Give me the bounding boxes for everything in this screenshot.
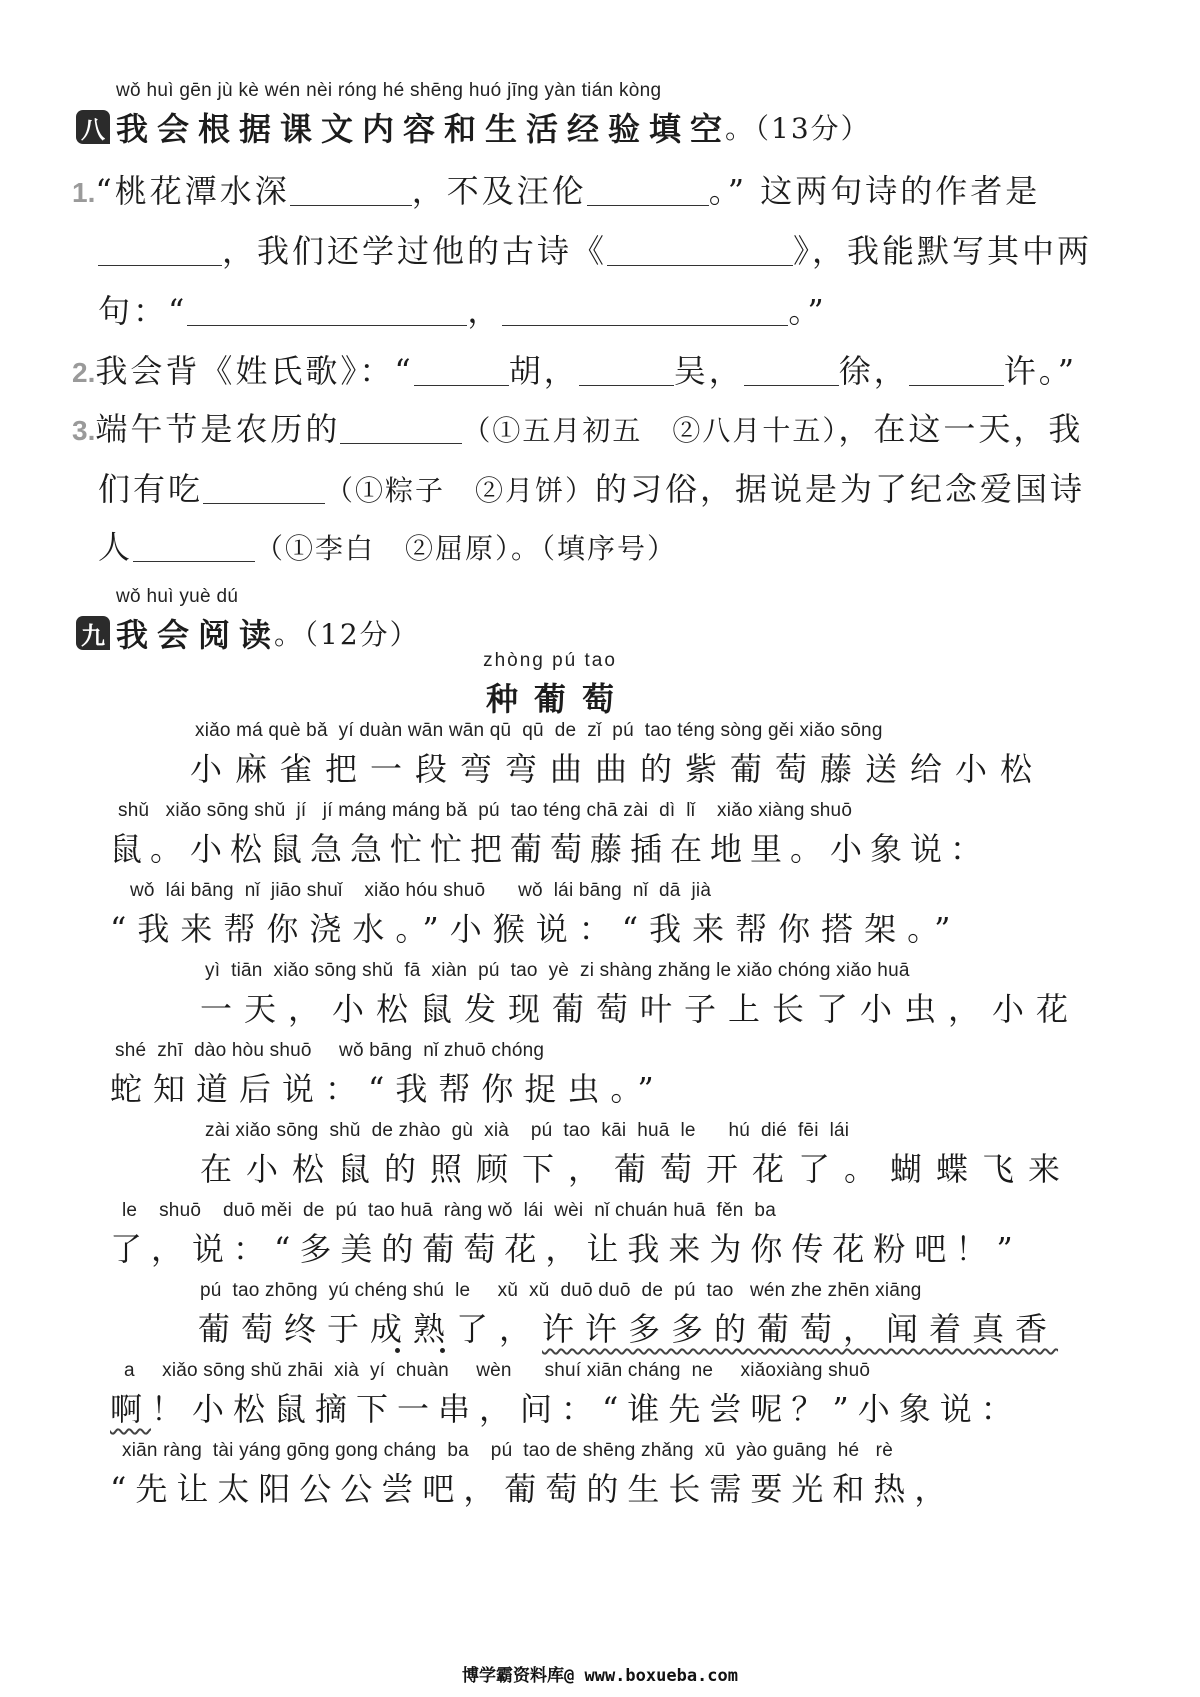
story-line-3-text: “我来帮你浇水。”小猴说：“我来帮你搭架。” bbox=[110, 910, 962, 948]
section-8-title: 我会根据课文内容和生活经验填空 bbox=[116, 110, 732, 148]
q1-line-2 bbox=[98, 226, 1092, 272]
section-9-number: 九 bbox=[76, 616, 110, 650]
q3-blank-2[interactable] bbox=[203, 473, 325, 504]
section-8-pinyin: wǒ huì gēn jù kè wén nèi róng hé shēng huó jīng yàn tián kòng bbox=[116, 80, 662, 101]
q1-line-1 bbox=[72, 166, 1040, 212]
q2-prefix: 我会背《姓氏歌》：“ bbox=[95, 352, 414, 390]
story-line-9-text bbox=[110, 1384, 1022, 1430]
q2-blank-4[interactable] bbox=[909, 355, 1004, 386]
q2-surname-1: 胡， bbox=[508, 352, 579, 390]
q3-line-1 bbox=[72, 404, 1083, 450]
q1-text-g: ， bbox=[467, 292, 503, 330]
q3-options-1: （①五月初五 ②八月十五） bbox=[462, 414, 839, 447]
q1-blank-2[interactable] bbox=[587, 175, 709, 206]
q1-blank-1[interactable] bbox=[290, 175, 412, 206]
section-9-score: 。（12分） bbox=[274, 618, 420, 651]
story-line-1-text: 小麻雀把一段弯弯曲曲的紫葡萄藤送给小松 bbox=[190, 750, 1046, 788]
q2-surname-2: 吴， bbox=[673, 352, 744, 390]
q2-blank-1[interactable] bbox=[414, 355, 509, 386]
q3-options-3: （①李白 ②屈原） bbox=[255, 532, 512, 565]
section-8-number: 八 bbox=[76, 110, 110, 144]
section-8-score: 。（13分） bbox=[725, 112, 871, 145]
emphasis-dot-2 bbox=[440, 1348, 445, 1353]
q2-surname-4: 许。” bbox=[1003, 352, 1078, 390]
q3-text-f: 。（填序号） bbox=[511, 532, 678, 565]
story-line-8-text bbox=[198, 1304, 1058, 1350]
q2-line bbox=[72, 346, 1077, 392]
q1-line-3 bbox=[98, 286, 827, 332]
q3-line-2 bbox=[98, 464, 1085, 510]
story-line-3-pinyin: wǒ lái bāng nǐ jiāo shuǐ xiǎo hóu shuō wǒ lái bāng nǐ dā jià bbox=[130, 880, 712, 901]
q3-blank-1[interactable] bbox=[340, 413, 462, 444]
story-line-8-pinyin: pú tao zhōng yú chéng shú le xǔ xǔ duō duō de pú tao wén zhe zhēn xiāng bbox=[200, 1280, 922, 1301]
story-title-pinyin: zhòng pú tao bbox=[483, 650, 617, 671]
section-9-title: 我会阅读 bbox=[116, 616, 281, 654]
story-line-10-pinyin: xiān ràng tài yáng gōng gong cháng ba pú tao de shēng zhǎng xū yào guāng hé rè bbox=[122, 1440, 893, 1461]
q1-blank-author[interactable] bbox=[98, 235, 222, 266]
q1-text-b: ，不及汪伦 bbox=[411, 172, 587, 210]
story-line-7-pinyin: le shuō duō měi de pú tao huā ràng wǒ lái wèi nǐ chuán huā fěn ba bbox=[122, 1200, 776, 1221]
q3-blank-3[interactable] bbox=[133, 531, 255, 562]
story-line-6-text: 在小松鼠的照顾下，葡萄开花了。蝴蝶飞来 bbox=[200, 1150, 1075, 1188]
story-line-1-pinyin: xiǎo má què bǎ yí duàn wān wān qū qū de zǐ pú tao téng sòng gěi xiǎo sōng bbox=[195, 720, 883, 741]
q3-text-d: 的习俗，据说是为了纪念爱国诗 bbox=[595, 470, 1086, 508]
story-title: 种葡萄 bbox=[485, 680, 630, 718]
q1-text-f: 句：“ bbox=[98, 292, 188, 330]
q3-options-2: （①粽子 ②月饼） bbox=[325, 474, 596, 507]
q3-text-a: 端午节是农历的 bbox=[95, 410, 341, 448]
story-line-5-text: 蛇知道后说：“我帮你捉虫。” bbox=[110, 1070, 665, 1108]
story-line-7-text: 了，说：“多美的葡萄花，让我来为你传花粉吧！” bbox=[110, 1230, 1022, 1268]
section-9-pinyin: wǒ huì yuè dú bbox=[116, 586, 239, 607]
story-line-4-pinyin: yì tiān xiǎo sōng shǔ fā xiàn pú tao yè zi shàng zhǎng le xiǎo chóng xiǎo huā bbox=[205, 960, 910, 981]
q2-blank-2[interactable] bbox=[579, 355, 674, 386]
story-line-2-pinyin: shǔ xiǎo sōng shǔ jí jí máng máng bǎ pú tao téng chā zài dì lǐ xiǎo xiàng shuō bbox=[118, 800, 853, 821]
story-title-block bbox=[420, 650, 680, 720]
q1-blank-poem[interactable] bbox=[607, 235, 793, 266]
story-line-8-wavy: 许许多多的葡萄，闻着真香 bbox=[542, 1310, 1059, 1348]
footer-watermark: 博学霸资料库@ www.boxueba.com bbox=[462, 1666, 738, 1686]
q2-blank-3[interactable] bbox=[744, 355, 839, 386]
q1-text-e: 》，我能默写其中两 bbox=[793, 232, 1093, 270]
story-line-2-text: 鼠。小松鼠急急忙忙把葡萄藤插在地里。小象说： bbox=[110, 830, 991, 868]
q3-text-e: 人 bbox=[98, 528, 134, 566]
story-line-9-pinyin: a xiǎo sōng shǔ zhāi xià yí chuàn wèn shuí xiān cháng ne xiǎoxiàng shuō bbox=[124, 1360, 871, 1381]
story-line-9-text-b: ！小松鼠摘下一串，问：“谁先尝呢？”小象说： bbox=[151, 1390, 1022, 1428]
q1-text-c: 。” 这两句诗的作者是 bbox=[708, 172, 1041, 210]
q1-text-d: ，我们还学过他的古诗《 bbox=[222, 232, 608, 270]
story-line-4-text: 一天，小松鼠发现葡萄叶子上长了小虫，小花 bbox=[200, 990, 1081, 1028]
q3-line-3 bbox=[98, 522, 677, 568]
q1-text-a: “桃花潭水深 bbox=[95, 172, 290, 210]
q2-surname-3: 徐， bbox=[838, 352, 909, 390]
story-line-8-text-a: 葡萄终于成熟了， bbox=[198, 1310, 543, 1348]
story-line-9-wavy: 啊 bbox=[110, 1390, 152, 1428]
story-line-6-pinyin: zài xiǎo sōng shǔ de zhào gù xià pú tao kāi huā le hú dié fēi lái bbox=[205, 1120, 850, 1141]
story-line-10-text: “先让太阳公公尝吧，葡萄的生长需要光和热， bbox=[110, 1470, 956, 1508]
q1-number: 1. bbox=[72, 177, 96, 208]
q3-text-c: 们有吃 bbox=[98, 470, 204, 508]
q3-text-b: ，在这一天，我 bbox=[838, 410, 1084, 448]
section-9 bbox=[76, 586, 420, 656]
q1-text-h: 。” bbox=[788, 292, 827, 330]
q2-number: 2. bbox=[72, 357, 96, 388]
emphasis-dot-1 bbox=[395, 1348, 400, 1353]
section-8 bbox=[76, 80, 871, 150]
q3-number: 3. bbox=[72, 415, 96, 446]
story-line-5-pinyin: shé zhī dào hòu shuō wǒ bāng nǐ zhuō chóng bbox=[115, 1040, 545, 1061]
q1-blank-verse-2[interactable] bbox=[502, 295, 788, 326]
q1-blank-verse-1[interactable] bbox=[187, 295, 467, 326]
